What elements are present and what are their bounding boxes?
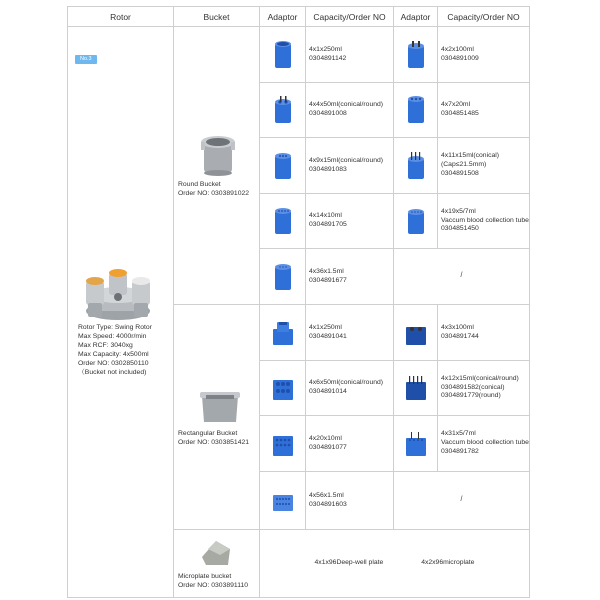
- cylinder-adaptor-icon: [405, 206, 427, 236]
- capacity-cell: [438, 138, 530, 194]
- cylinder-adaptor-icon: [272, 262, 294, 292]
- header-row: [68, 7, 530, 27]
- capacity-cell: [438, 361, 530, 416]
- square-adaptor-icon: [270, 319, 296, 347]
- capacity-text: 4x2x100ml: [441, 45, 474, 53]
- order-number: 0304891782: [441, 447, 479, 455]
- order-number: 0304891077: [309, 443, 347, 451]
- rect-bucket-name: Rectangular Bucket: [178, 430, 238, 438]
- square-adaptor-icon: [403, 319, 429, 347]
- capacity-cell: [438, 27, 530, 83]
- rotor-specs: [78, 323, 172, 377]
- cylinder-adaptor-icon: [272, 206, 294, 236]
- capacity-cell: [306, 416, 394, 472]
- order-number: 0304891508: [441, 169, 479, 177]
- order-number: 0304891779(round): [441, 392, 501, 400]
- adaptor-image: [394, 361, 438, 416]
- adaptor-image: [394, 194, 438, 249]
- rotor-tag: No.3: [75, 55, 97, 64]
- order-number: 0304891677: [309, 276, 347, 284]
- capacity-text: 4x56x1.5ml: [309, 491, 344, 499]
- swing-rotor-image: [80, 267, 156, 323]
- capacity-cell: [438, 194, 530, 249]
- rotor-cell: [68, 27, 174, 598]
- square-adaptor-icon: [270, 374, 296, 402]
- header-capacity-2: Capacity/Order NO: [438, 7, 530, 27]
- order-number: 0304891014: [309, 388, 347, 395]
- capacity-note: (Cap≤21.5mm): [441, 161, 487, 169]
- order-number: 0304851485: [441, 110, 479, 117]
- capacity-text: 4x9x15ml(conical/round): [309, 156, 384, 164]
- capacity-text: 4x6x50ml(conical/round): [309, 379, 384, 387]
- rotor-type: Rotor Type: Swing Rotor: [78, 324, 152, 331]
- square-adaptor-icon: [270, 430, 296, 458]
- rect-bucket-order: Order NO: 0303851421: [178, 439, 250, 446]
- capacity-cell: [438, 305, 530, 361]
- adaptor-image: [394, 83, 438, 138]
- adaptor-image: [260, 249, 306, 305]
- capacity-cell: [306, 83, 394, 138]
- capacity-cell: [306, 138, 394, 194]
- capacity-text: 4x12x15ml(conical/round): [441, 374, 519, 382]
- rotor-max-rcf: Max RCF: 3040xg: [78, 342, 133, 350]
- microplate-bucket-name: Microplate bucket: [178, 572, 232, 580]
- capacity-cell: [306, 361, 394, 416]
- capacity-text: 4x1x250ml: [309, 45, 342, 53]
- order-number: 0304891603: [309, 500, 347, 508]
- capacity-text: 4x7x20ml: [441, 101, 471, 109]
- rotor-spec-table: [67, 6, 530, 598]
- cylinder-adaptor-icon: [272, 151, 294, 181]
- header-rotor: Rotor: [68, 7, 174, 27]
- rect-bucket-image: [198, 386, 242, 426]
- cylinder-adaptor-icon: [405, 40, 427, 70]
- capacity-note: Vaccum blood collection tube: [441, 216, 529, 224]
- round-bucket-order: Order NO: 0303891022: [178, 189, 250, 197]
- round-bucket-name: Round Bucket: [178, 180, 221, 188]
- adaptor-image: [260, 361, 306, 416]
- capacity-text: 4x20x10ml: [309, 434, 342, 442]
- order-number: 0304891142: [309, 54, 347, 62]
- capacity-cell: [438, 83, 530, 138]
- adaptor-image: [260, 138, 306, 194]
- microplate-bucket-image: [198, 537, 234, 569]
- empty-cell: /: [394, 249, 530, 305]
- header-capacity-1: Capacity/Order NO: [306, 7, 394, 27]
- capacity-text: 4x36x1.5ml: [309, 267, 344, 275]
- round-bucket-image: [198, 133, 238, 177]
- adaptor-image: [394, 138, 438, 194]
- capacity-text: 4x1x250ml: [309, 323, 342, 331]
- header-adaptor-2: Adaptor: [394, 7, 438, 27]
- cylinder-adaptor-icon: [272, 40, 294, 70]
- capacity-cell: [306, 472, 394, 530]
- capacity-cell: [306, 305, 394, 361]
- empty-cell: /: [394, 472, 530, 530]
- cylinder-adaptor-icon: [405, 151, 427, 181]
- capacity-text: 4x11x15ml(conical): [441, 152, 500, 160]
- order-number: 0304891744: [441, 332, 479, 340]
- rotor-max-speed: Max Speed: 4000r/min: [78, 333, 147, 341]
- header-adaptor-1: Adaptor: [260, 7, 306, 27]
- table-row: [68, 27, 530, 83]
- adaptor-image: [260, 305, 306, 361]
- square-adaptor-icon: [403, 374, 429, 402]
- order-number: 0304891705: [309, 221, 347, 228]
- adaptor-image: [394, 416, 438, 472]
- capacity-text: 4x4x50ml(conical/round): [309, 101, 384, 109]
- adaptor-image: [260, 194, 306, 249]
- deep-well-plate-text: 4x1x96Deep-well plate: [314, 559, 384, 567]
- cylinder-adaptor-icon: [405, 95, 427, 125]
- capacity-cell: [306, 27, 394, 83]
- capacity-text: 4x31x5/7ml: [441, 430, 476, 438]
- square-adaptor-icon: [403, 430, 429, 458]
- microplate-text: 4x2x96microplate: [421, 559, 475, 567]
- adaptor-image: [260, 27, 306, 83]
- microplate-bucket-cell: [174, 530, 260, 598]
- microplate-bucket-order: Order NO: 0303891110: [178, 581, 249, 589]
- order-number: 0304891083: [309, 165, 347, 173]
- rect-bucket-cell: [174, 305, 260, 530]
- header-bucket: Bucket: [174, 7, 260, 27]
- adaptor-image: [260, 416, 306, 472]
- order-number: 0304891009: [441, 54, 479, 62]
- capacity-cell: [306, 249, 394, 305]
- square-adaptor-icon: [270, 487, 296, 515]
- cylinder-adaptor-icon: [272, 95, 294, 125]
- capacity-text: 4x19x5/7ml: [441, 207, 476, 215]
- rotor-order-no: Order NO: 0302850110: [78, 360, 149, 368]
- adaptor-image: [260, 83, 306, 138]
- order-number: 0304851450: [441, 225, 479, 233]
- adaptor-image: [394, 27, 438, 83]
- capacity-cell: [438, 416, 530, 472]
- capacity-text: 4x3x100ml: [441, 323, 474, 331]
- order-number: 0304891008: [309, 110, 347, 117]
- capacity-text: 4x14x10ml: [309, 212, 342, 220]
- microplate-capacity-cell: [260, 530, 530, 598]
- adaptor-image: [394, 305, 438, 361]
- order-number: 0304891041: [309, 332, 347, 340]
- capacity-cell: [306, 194, 394, 249]
- rotor-max-capacity: Max Capacity: 4x500ml: [78, 351, 149, 359]
- rotor-note: （Bucket not included): [78, 369, 147, 377]
- round-bucket-cell: [174, 27, 260, 305]
- capacity-note: Vaccum blood collection tube: [441, 439, 529, 447]
- order-number: 0304891582(conical): [441, 383, 505, 391]
- adaptor-image: [260, 472, 306, 530]
